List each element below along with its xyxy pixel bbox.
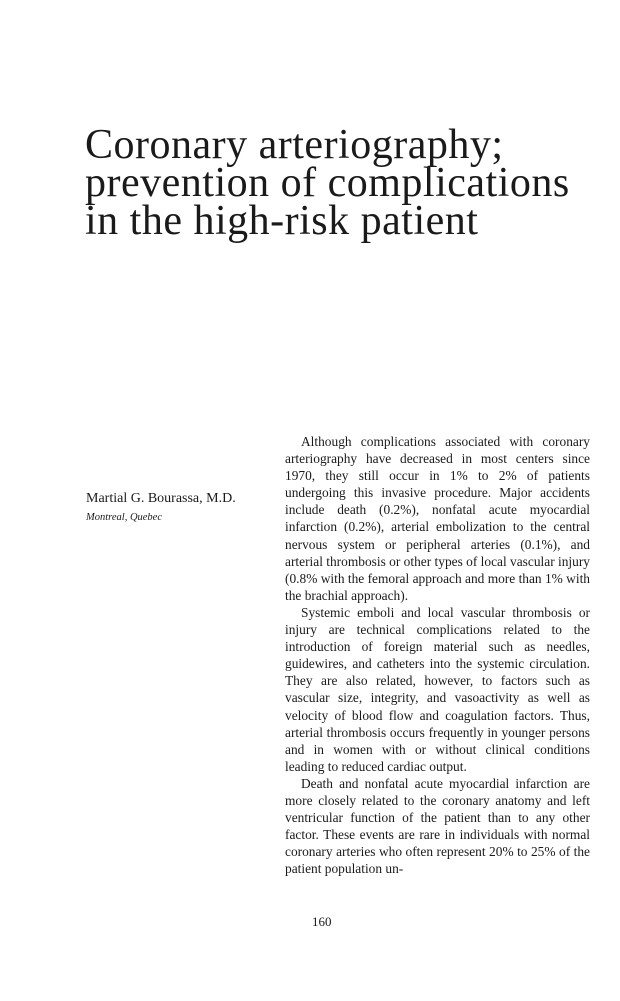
body-paragraph-3: Death and nonfatal acute myocardial infarction are more closely related to the coronary anatomy and left ventricular function of the patient than to any other factor. These events are rare in individuals with normal coronary arteries who often represent 20% to 25% of the patient population un- [285, 775, 590, 877]
body-paragraph-2: Systemic emboli and local vascular thrombosis or injury are technical complications related to the introduction of foreign material such as needles, guidewires, and catheters into the systemic circulation. They are also related, however, to factors such as vascular size, integrity, and vasoactivity as well as velocity of blood flow and coagulation factors. Thus, arterial thrombosis occurs frequently in younger persons and in women with or without clinical conditions leading to reduced cardiac output. [285, 604, 590, 774]
page-number: 160 [312, 914, 332, 929]
article-title [85, 122, 605, 244]
article-body [285, 433, 590, 877]
title-line-2: prevention of complications [85, 160, 570, 206]
author-name: Martial G. Bourassa, M.D. [86, 491, 236, 506]
body-paragraph-1: Although complications associated with coronary arteriography have decreased in most centers since 1970, they still occur in 1% to 2% of patients undergoing this invasive procedure. Major accidents include death (0.2%), nonfatal acute myocardial infarction (0.2%), arterial embolization to the central nervous system or peripheral arteries (0.1%), and arterial thrombosis or other types of local vascular injury (0.8% with the femoral approach and more than 1% with the brachial approach). [285, 434, 590, 603]
title-line-3: in the high-risk patient [85, 198, 479, 244]
author-affiliation: Montreal, Quebec [86, 512, 163, 523]
title-line-1: Coronary arteriography; [85, 122, 504, 168]
